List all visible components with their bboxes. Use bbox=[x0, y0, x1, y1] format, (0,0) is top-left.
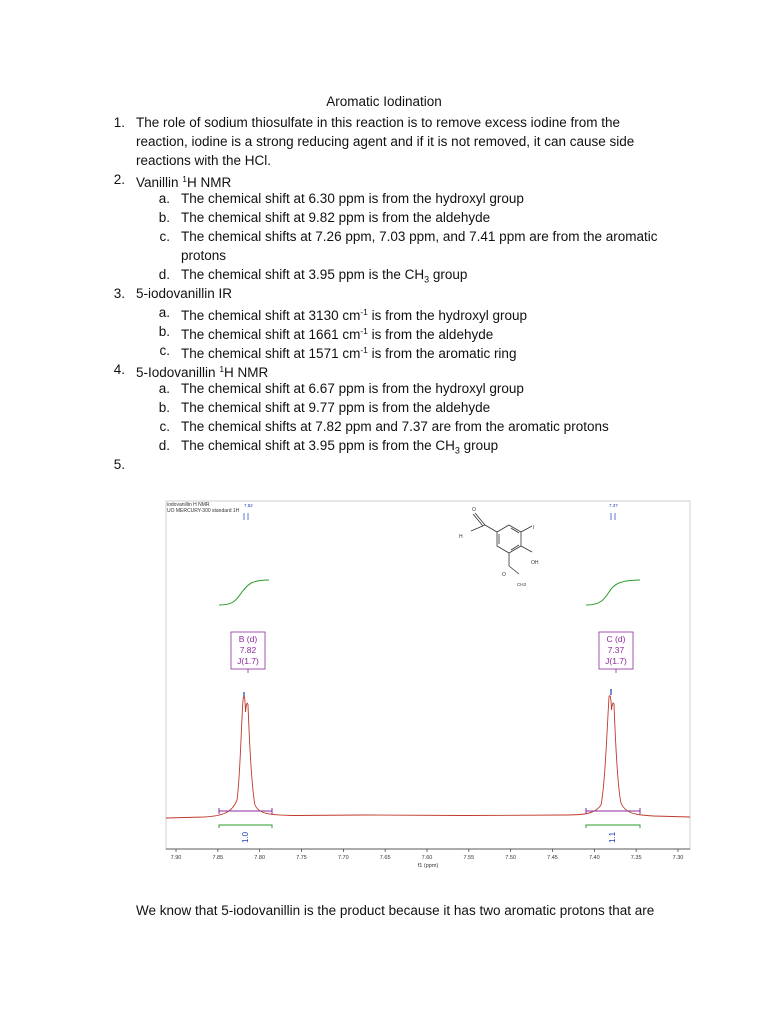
heading-text: Vanillin bbox=[136, 175, 183, 190]
atom-label-o2: O bbox=[502, 572, 506, 578]
x-tick-label: 7.50 bbox=[505, 855, 517, 861]
aldehyde-h-bond bbox=[471, 525, 485, 531]
spectrum-header-1: iodovanillin H NMR bbox=[167, 502, 210, 508]
x-tick-label: 7.55 bbox=[463, 855, 475, 861]
top-peak-label-right bbox=[609, 503, 618, 520]
sub-text: The chemical shifts at 7.26 ppm, 7.03 ppm, and 7.41 ppm are from the aromatic bbox=[181, 229, 658, 244]
item-number: 5. bbox=[113, 457, 125, 472]
heading-sup: 1 bbox=[182, 174, 188, 184]
spectrum-frame bbox=[166, 501, 690, 849]
x-tick-label: 7.40 bbox=[588, 855, 600, 861]
integral-curve-c bbox=[586, 580, 640, 605]
sub-text-tail: is from the hydroxyl group bbox=[367, 308, 527, 323]
sub-text bbox=[181, 436, 498, 461]
carbonyl-bond bbox=[473, 514, 483, 526]
integral-bracket-line bbox=[586, 825, 640, 828]
sub-text: The chemical shift at 6.67 ppm is from the hydroxyl group bbox=[181, 381, 524, 396]
top-peak-text: 7.82 bbox=[244, 503, 253, 508]
nmr-spectrum-svg bbox=[164, 500, 692, 872]
sub-text: The chemical shift at 9.82 ppm is from the aldehyde bbox=[181, 210, 491, 225]
x-tick-label: 7.80 bbox=[254, 855, 266, 861]
sub-text-main: The chemical shift at 3.95 ppm is the CH bbox=[181, 267, 425, 282]
integral-value-b: 1.0 bbox=[241, 831, 250, 843]
x-tick-label: 7.65 bbox=[379, 855, 391, 861]
sub-letter: d. bbox=[158, 438, 170, 453]
spectrum-trace bbox=[166, 696, 690, 818]
multiplet-shift: 7.82 bbox=[239, 645, 257, 655]
carbonyl-bond bbox=[475, 513, 485, 525]
x-axis-label: f1 (ppm) bbox=[417, 863, 439, 869]
sub-letter: c. bbox=[159, 343, 170, 358]
page-title: Aromatic Iodination bbox=[326, 94, 442, 109]
item-text: reaction, iodine is a strong reducing agent and if it is not removed, it can cause side bbox=[136, 134, 635, 149]
atom-label-i: I bbox=[533, 525, 535, 531]
integral-bracket-b bbox=[219, 825, 272, 828]
item-number: 4. bbox=[113, 362, 125, 377]
sub-letter: b. bbox=[158, 400, 170, 415]
sub-text-tail: group bbox=[459, 438, 499, 453]
multiplet-box-b bbox=[231, 632, 265, 673]
item-number: 2. bbox=[113, 172, 125, 187]
item-text: The role of sodium thiosulfate in this reaction is to remove excess iodine from the bbox=[136, 115, 620, 130]
iodo-bond bbox=[521, 525, 535, 532]
atom-label-ch3: CH3 bbox=[517, 582, 527, 587]
multiplet-box-c bbox=[599, 632, 633, 673]
sub-letter: a. bbox=[158, 381, 170, 396]
sub-letter: a. bbox=[158, 191, 170, 206]
hydroxyl-bond bbox=[521, 546, 532, 552]
x-tick-label: 7.90 bbox=[170, 855, 182, 861]
x-tick-label: 7.30 bbox=[672, 855, 684, 861]
sub-text-tail: group bbox=[429, 267, 468, 282]
heading-text: 5-Iodovanillin bbox=[136, 365, 220, 380]
sub-text-main: The chemical shift at 3130 cm bbox=[181, 308, 361, 323]
item-number: 3. bbox=[113, 286, 125, 301]
sub-text: The chemical shifts at 7.82 ppm and 7.37 are from the aromatic protons bbox=[181, 419, 609, 434]
top-peak-text: 7.37 bbox=[609, 503, 618, 508]
x-axis-ticks bbox=[171, 849, 684, 861]
nmr-spectrum-figure bbox=[164, 500, 692, 872]
sub-letter: c. bbox=[159, 419, 170, 434]
x-tick-label: 7.75 bbox=[296, 855, 307, 861]
heading-sup: 1 bbox=[219, 364, 225, 374]
superscript: -1 bbox=[360, 307, 368, 317]
sub-text-main: The chemical shift at 3.95 ppm is from the CH bbox=[181, 438, 455, 453]
spectrum-header-2: UO MERCURY-300 standard 1H bbox=[167, 508, 240, 514]
sub-letter: a. bbox=[158, 305, 170, 320]
x-tick-label: 7.70 bbox=[337, 855, 349, 861]
x-tick-label: 7.45 bbox=[547, 855, 558, 861]
heading-tail: H NMR bbox=[187, 175, 232, 190]
top-peak-label-left bbox=[244, 503, 253, 520]
benzene-ring bbox=[497, 525, 521, 553]
x-tick-label: 7.35 bbox=[630, 855, 642, 861]
methyl-bond bbox=[509, 566, 519, 574]
sub-text-tail: is from the aromatic ring bbox=[367, 346, 517, 361]
multiplet-label: B (d) bbox=[238, 634, 258, 644]
subscript: 3 bbox=[424, 274, 430, 285]
sub-letter: b. bbox=[158, 324, 170, 339]
integral-bracket-line bbox=[219, 825, 272, 828]
item-text: reactions with the HCl. bbox=[136, 153, 272, 168]
x-tick-label: 7.60 bbox=[421, 855, 433, 861]
sub-text-main: The chemical shift at 1571 cm bbox=[181, 346, 361, 361]
sub-letter: d. bbox=[158, 267, 170, 282]
aldehyde-bond bbox=[485, 525, 497, 532]
sub-text-main: The chemical shift at 1661 cm bbox=[181, 327, 361, 342]
superscript: -1 bbox=[360, 326, 368, 336]
heading-tail: H NMR bbox=[224, 365, 269, 380]
multiplet-j: J(1.7) bbox=[605, 656, 627, 666]
sub-letter: c. bbox=[159, 229, 170, 244]
atom-label-o: O bbox=[472, 507, 476, 513]
atom-label-oh: OH bbox=[531, 560, 539, 566]
multiplet-label: C (d) bbox=[606, 634, 626, 644]
integral-value-c: 1.1 bbox=[608, 831, 617, 843]
atom-label-h: H bbox=[459, 534, 463, 540]
sub-text: The chemical shift at 6.30 ppm is from the hydroxyl group bbox=[181, 191, 524, 206]
multiplet-shift: 7.37 bbox=[607, 645, 625, 655]
item-heading: 5-iodovanillin IR bbox=[136, 286, 233, 301]
multiplet-j: J(1.7) bbox=[237, 656, 259, 666]
subscript: 3 bbox=[454, 445, 460, 456]
superscript: -1 bbox=[360, 345, 368, 355]
item-number: 1. bbox=[113, 115, 125, 130]
conclusion-text: We know that 5-iodovanillin is the product because it has two aromatic protons that are bbox=[136, 903, 655, 918]
sub-text: The chemical shift at 9.77 ppm is from the aldehyde bbox=[181, 400, 491, 415]
sub-letter: b. bbox=[158, 210, 170, 225]
sub-text-tail: is from the aldehyde bbox=[367, 327, 494, 342]
integral-bracket-c bbox=[586, 825, 640, 828]
x-tick-label: 7.85 bbox=[212, 855, 224, 861]
sub-text: protons bbox=[181, 248, 227, 263]
integral-curve-b bbox=[219, 580, 269, 605]
